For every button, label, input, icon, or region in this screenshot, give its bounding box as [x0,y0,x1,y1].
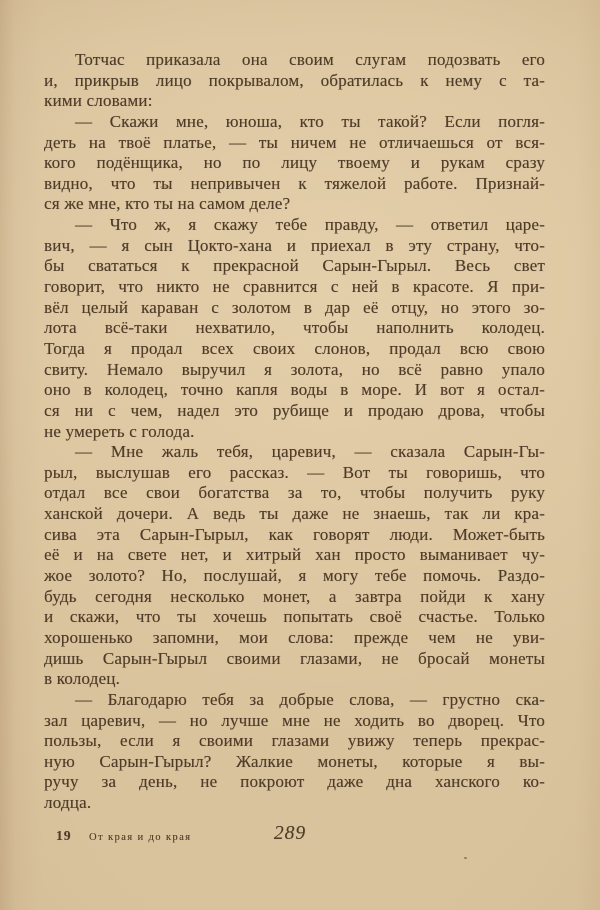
text-line: жое золото? Но, послушай, я могу тебе помочь. Раздо- [44,566,545,586]
text-line: видно, что ты непривычен к тяжелой работе. Признай- [44,173,545,193]
text-line: ную Сарын-Гырыл? Жалкие монеты, которые я вы- [44,751,545,771]
text-line: — Благодарю тебя за добрые слова, — грустно ска- [75,689,545,709]
text-line: бы свататься к прекрасной Сарын-Гырыл. Весь свет [44,256,545,276]
text-line: ручу за день, не покроют даже дна ханского ко- [44,772,545,792]
text-line: её и на свете нет, и хитрый хан просто выманивает чу- [44,545,545,565]
page-number: 289 [273,823,307,844]
paper-speck [160,186,170,188]
text-line: ханской дочери. А ведь ты даже не знаешь, так ли кра- [44,504,545,524]
text-line: кими словами: [44,91,153,111]
text-line: зал царевич, — но лучше мне не ходить во дворец. Что [44,710,545,730]
text-line: вёл целый караван с золотом в дар её отцу, но этого зо- [44,297,545,317]
series-title: От края и до края [89,832,192,843]
text-line: свиту. Немало выручил я золота, но всё равно упало [44,359,545,379]
text-line: хорошенько запомни, мои слова: прежде чем не уви- [44,627,545,647]
text-line: кого подёнщика, но по лицу твоему и рукам сразу [44,153,545,173]
text-line: Тотчас приказала она своим слугам подозвать его [75,50,545,69]
text-line: вич, — я сын Цокто-хана и приехал в эту страну, что- [44,235,545,255]
text-line: не умереть с голода. [44,421,195,441]
text-line: ся же мне, кто ты на самом деле? [44,194,291,214]
text-line: — Мне жаль тебя, царевич, — сказала Сарын-Гы- [75,442,545,462]
text-line: в колодец. [44,669,120,689]
text-line: лодца. [44,793,92,813]
text-line: сива эта Сарын-Гырыл, как говорят люди. Может-быть [44,524,545,544]
text-line: рыл, выслушав его рассказ. — Вот ты говоришь, что [44,462,545,482]
signature-number: 19 [56,828,72,843]
text-line: оно в колодец, точно капля воды в море. И вот я остал- [44,380,545,400]
text-line: и, прикрыв лицо покрывалом, обратилась к нему с та- [44,70,545,90]
text-line: пользы, если я своими глазами увижу теперь прекрас- [44,731,545,751]
text-line: дишь Сарын-Гырыл своими глазами, не бросай монеты [44,648,545,668]
text-line: отдал все свои богатства за то, чтобы получить руку [44,483,545,503]
text-line: — Что ж, я скажу тебе правду, — ответил царе- [75,215,545,235]
page-footer [44,824,545,850]
text-line: — Скажи мне, юноша, кто ты такой? Если погля- [75,111,545,131]
text-line: Тогда я продал всех своих слонов, продал всю свою [44,338,545,358]
text-line: ся ни с чем, надел это рубище и продаю дрова, чтобы [44,400,545,420]
text-line: деть на твоё платье, — ты ничем не отличаешься от вся- [44,132,545,152]
text-line: говорит, что никто не сравнится с ней в красоте. Я при- [44,277,545,297]
page-text [44,50,545,814]
text-line: лота всё-таки нехватило, чтобы наполнить колодец. [44,318,545,338]
paper-speck [464,857,467,859]
text-line: будь сегодня несколько монет, а завтра пойди к хану [44,586,545,606]
text-line: и скажи, что ты хочешь попытать своё счастье. Только [44,607,545,627]
